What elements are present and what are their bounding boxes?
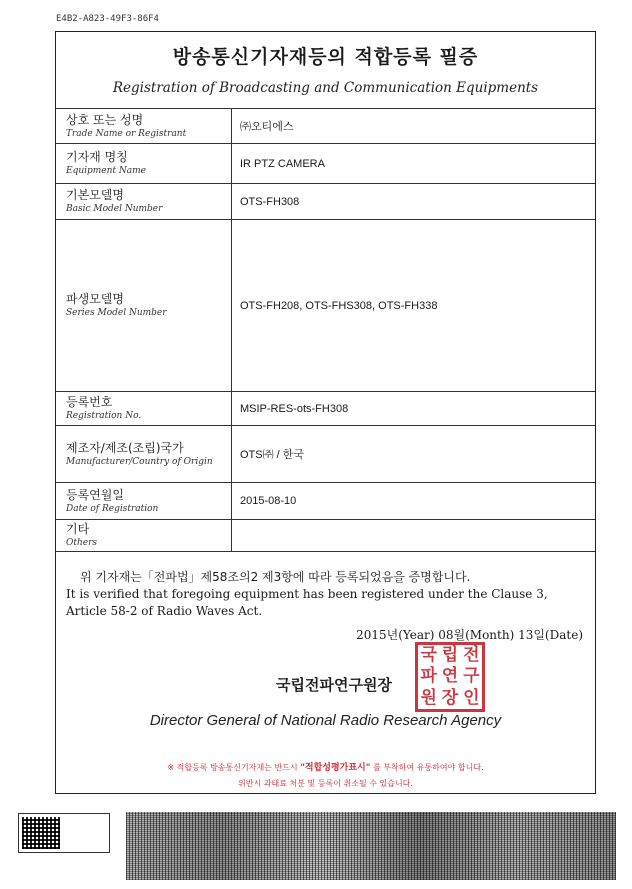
title-korean: 방송통신기자재등의 적합등록 필증 (172, 46, 479, 68)
certification-statement (66, 569, 586, 620)
row-label (56, 520, 232, 552)
row-label (56, 184, 232, 220)
row-label (56, 220, 232, 392)
qr-code-icon (18, 813, 110, 853)
registration-table (56, 108, 595, 552)
label-korean: 상호 또는 성명 (66, 112, 144, 127)
label-korean: 등록연월일 (66, 487, 124, 502)
document-id: E4B2-A823-49F3-86F4 (56, 14, 159, 24)
seal-char: 원 (420, 687, 437, 708)
label-korean: 기자재 명칭 (66, 150, 128, 164)
row-label (56, 144, 232, 184)
row-label (56, 426, 232, 483)
statement-korean: 위 기자재는「전파법」제58조의2 제3항에 따라 등록되었음을 증명합니다. (80, 570, 471, 584)
notice-prefix: ※ 적합등록 방송통신기자재는 반드시 (167, 763, 298, 772)
table-row (56, 184, 595, 220)
row-value: OTS-FH208, OTS-FHS308, OTS-FH338 (232, 220, 596, 392)
table-row (56, 483, 595, 520)
label-korean: 제조자/제조(조립)국가 (66, 440, 184, 455)
seal-char: 구 (463, 666, 480, 687)
notice-line-2: 위반시 과태료 처분 및 등록이 취소될 수 있습니다. (238, 779, 413, 788)
row-value (232, 520, 596, 552)
title-english: Registration of Broadcasting and Communication Equipments (112, 80, 539, 96)
row-value: IR PTZ CAMERA (232, 144, 596, 184)
label-korean: 기본모델명 (66, 188, 124, 202)
label-english: Basic Model Number (66, 204, 163, 214)
label-english: Manufacturer/Country of Origin (66, 456, 213, 467)
seal-char: 파 (420, 666, 437, 687)
official-seal-icon (415, 642, 485, 712)
label-english: Registration No. (66, 411, 142, 421)
seal-char: 장 (441, 687, 459, 708)
row-label (56, 483, 232, 520)
certificate-frame (55, 31, 596, 794)
security-barcode-icon (126, 812, 616, 880)
notice-text (56, 760, 595, 791)
row-value: OTS㈜ / 한국 (232, 426, 596, 483)
label-english: Others (66, 538, 98, 548)
qr-pattern (22, 817, 60, 849)
row-label (56, 109, 232, 144)
seal-char: 국 (420, 645, 437, 665)
statement-english: It is verified that foregoing equipment has been registered under the Clause 3, Article 58-2 of Radio Waves Act. (66, 587, 548, 618)
issue-date: 2015년(Year) 08월(Month) 13일(Date) (356, 628, 583, 642)
row-value: OTS-FH308 (232, 184, 596, 220)
label-english: Date of Registration (66, 503, 159, 514)
table-row (56, 426, 595, 483)
seal-char: 인 (463, 687, 480, 708)
label-english: Series Model Number (66, 308, 167, 318)
row-label (56, 392, 232, 426)
seal-char: 연 (441, 666, 459, 687)
row-value: 2015-08-10 (232, 483, 596, 520)
signer-english: Director General of National Radio Research Agency (149, 712, 502, 729)
label-korean: 등록번호 (66, 395, 113, 409)
notice-emphasis: "적합성평가표시" (300, 763, 371, 773)
seal-char: 립 (441, 645, 459, 665)
label-korean: 파생모델명 (66, 292, 124, 306)
seal-char: 전 (463, 645, 480, 665)
table-row (56, 109, 595, 144)
row-value: MSIP-RES-ots-FH308 (232, 392, 596, 426)
table-row (56, 520, 595, 552)
label-english: Trade Name or Registrant (66, 128, 187, 139)
notice-line-1 (56, 760, 595, 776)
notice-suffix: 를 부착하여 유통하여야 합니다. (372, 763, 484, 772)
table-row (56, 220, 595, 392)
label-english: Equipment Name (66, 166, 147, 176)
table-row (56, 392, 595, 426)
table-row (56, 144, 595, 184)
label-korean: 기타 (66, 522, 90, 536)
signer-korean: 국립전파연구원장 (276, 676, 392, 694)
row-value: ㈜오티에스 (232, 109, 596, 144)
